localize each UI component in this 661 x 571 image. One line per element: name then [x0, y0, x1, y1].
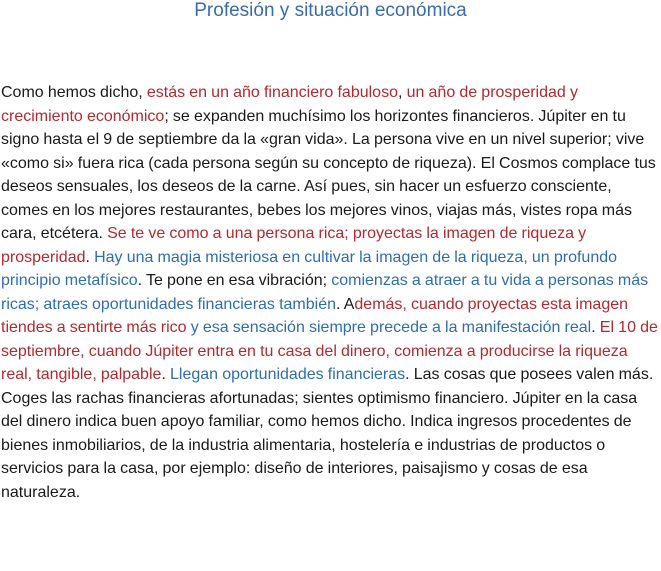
highlight-red-segment: El 10 de septiembre, cuando Júpiter entra en tu casa del dinero, comienza a producirse la riqueza real, tangible, palpable [1, 319, 658, 383]
highlight-red-segment: estás en un año financiero fabuloso [146, 84, 398, 101]
body-paragraph [1, 81, 659, 504]
highlight-red-segment: un año de prosperidad y crecimiento económico [1, 84, 578, 125]
text-segment: . [85, 248, 95, 266]
highlight-red-segment: Se te ve como a una persona rica; proyectas la imagen de riqueza y prosperidad [1, 225, 587, 266]
highlight-blue-segment: comienzas a atraer a tu vida a personas más ricas; atraes oportunidades financieras también [1, 272, 649, 313]
text-segment: ; se expanden muchísimo los horizontes financieros. Júpiter en tu signo hasta el 9 de septiembre da la «gran vida». La persona vive en un nivel superior; vive «como si» fuera rica (cada persona según su concepto de riqueza). El Cosmos complace tus deseos sensuales, los deseos de la carne. Así pues, sin hacer un esfuerzo consciente, comes en los mejores restaurantes, bebes los mejores vinos, viajas más, vistes ropa más cara, etcétera. [1, 107, 656, 242]
text-segment: . A [336, 295, 355, 313]
page-title: Profesión y situación económica [194, 0, 467, 21]
highlight-red-segment: demás, cuando proyectas esta imagen tiendes a sentirte más rico [1, 295, 629, 336]
text-segment: Como hemos dicho, [1, 84, 147, 101]
highlight-blue-segment: y esa sensación siempre precede a la manifestación real [190, 319, 592, 336]
highlight-blue-segment: Hay una magia misteriosa en cultivar la imagen de la riqueza, un profundo principio metafísico [1, 248, 618, 289]
text-segment: . Te pone en esa vibración; [137, 272, 332, 289]
text-segment: . [591, 319, 600, 336]
text-segment: . Las cosas que posees valen más. Coges las rachas financieras afortunadas; sientes optimismo financiero. Júpiter en la casa del dinero indica buen apoyo familiar, como hemos dicho. Indica ingresos procedentes de bienes inmobiliarios, de la industria alimentaria, hostelería e industrias de productos o servicios para la casa, por ejemplo: diseño de interiores, paisajismo y cosas de esa naturaleza. [1, 366, 654, 501]
text-segment: . [161, 366, 171, 383]
text-segment: , [397, 84, 407, 101]
highlight-blue-segment: Llegan oportunidades financieras [170, 366, 406, 383]
